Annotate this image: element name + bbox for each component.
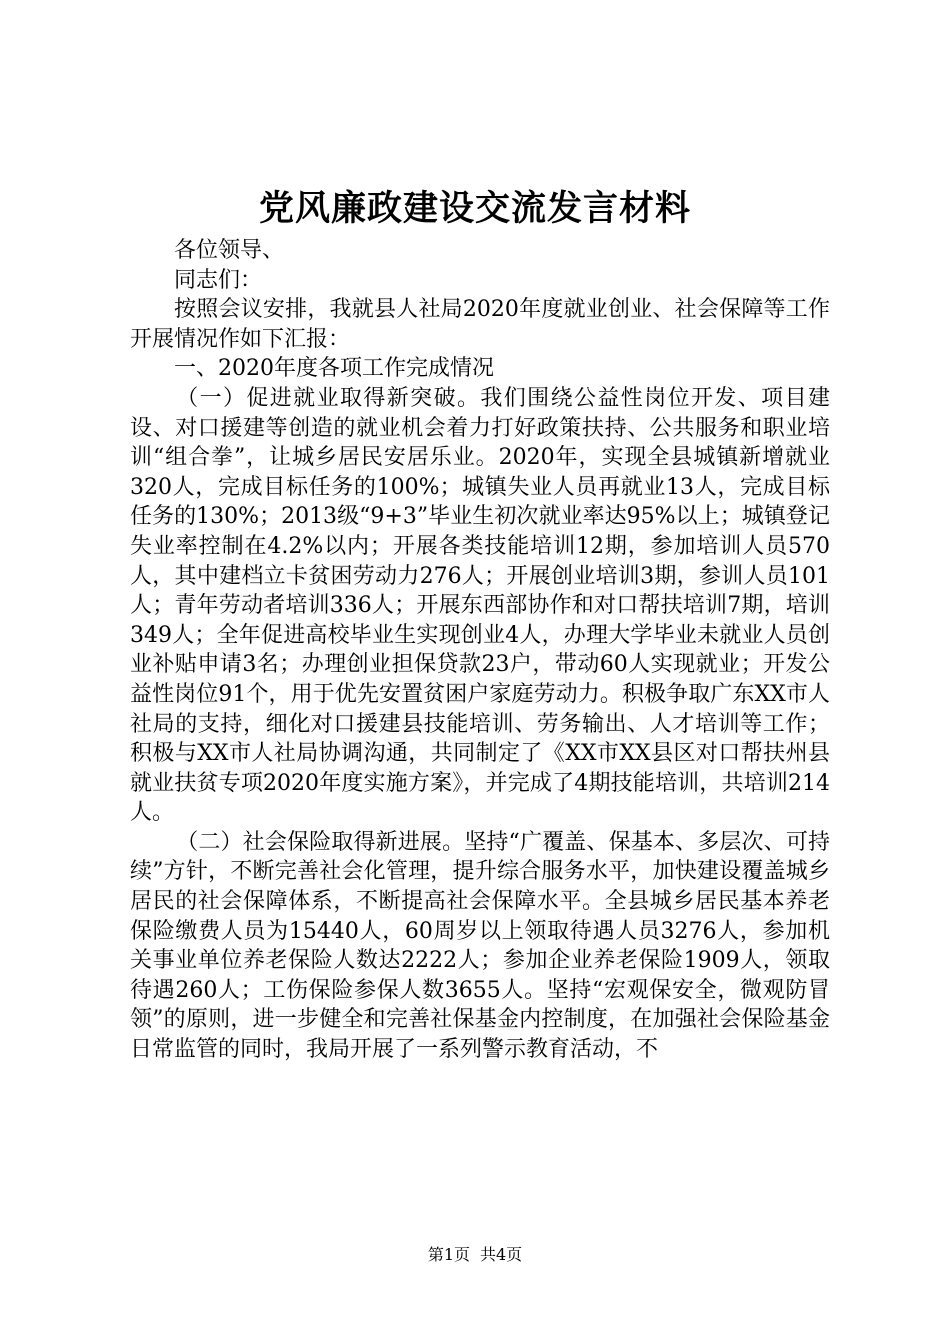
- page-footer: [0, 1244, 950, 1266]
- section-heading: 一、2020年度各项工作完成情况: [174, 356, 494, 382]
- salutation-leaders: 各位领导、: [174, 238, 285, 263]
- document-body: [130, 236, 830, 1065]
- salutation-comrades: 同志们：: [174, 267, 263, 293]
- page-number: 第1页: [427, 1245, 470, 1264]
- document-title: 党风廉政建设交流发言材料: [258, 188, 691, 229]
- page-total: 共4页: [480, 1245, 523, 1264]
- intro-paragraph: 按照会议安排，我就县人社局2020年度就业创业、社会保障等工作开展情况作如下汇报：: [130, 297, 830, 352]
- social-insurance-paragraph: （二）社会保险取得新进展。坚持“广覆盖、保基本、多层次、可持续”方针，不断完善社会化管理，提升综合服务水平，加快建设覆盖城乡居民的社会保障体系，不断提高社会保障水平。全县城乡居民基本养老保险缴费人员为15440人，60周岁以上领取待遇人员3276人，参加机关事业单位养老保险人数达2222人；参加企业养老保险1909人，领取待遇260人；工伤保险参保人数3655人。坚持“宏观保安全，微观防冒领”的原则，进一步健全和完善社保基金内控制度，在加强社会保险基金日常监管的同时，我局开展了一系列警示教育活动，不: [130, 829, 830, 1063]
- employment-paragraph: （一）促进就业取得新突破。我们围绕公益性岗位开发、项目建设、对口援建等创造的就业机会着力打好政策扶持、公共服务和职业培训“组合拳”，让城乡居民安居乐业。2020年，实现全县城镇新增就业320人，完成目标任务的100%；城镇失业人员再就业13人，完成目标任务的130%；2013级“9+3”毕业生初次就业率达95%以上；城镇登记失业率控制在4.2%以内；开展各类技能培训12期，参加培训人员570人，其中建档立卡贫困劳动力276人；开展创业培训3期，参训人员101人；青年劳动者培训336人；开展东西部协作和对口帮扶培训7期，培训349人；全年促进高校毕业生实现创业4人，办理大学毕业未就业人员创业补贴申请3名；办理创业担保贷款23户，带动60人实现就业；开发公益性岗位91个，用于优先安置贫困户家庭劳动力。积极争取广东XX市人社局的支持，细化对口援建县技能培训、劳务输出、人才培训等工作；积极与XX市人社局协调沟通，共同制定了《XX市XX县区对口帮扶州县就业扶贫专项2020年度实施方案》，并完成了4期技能培训，共培训214人。: [130, 385, 830, 826]
